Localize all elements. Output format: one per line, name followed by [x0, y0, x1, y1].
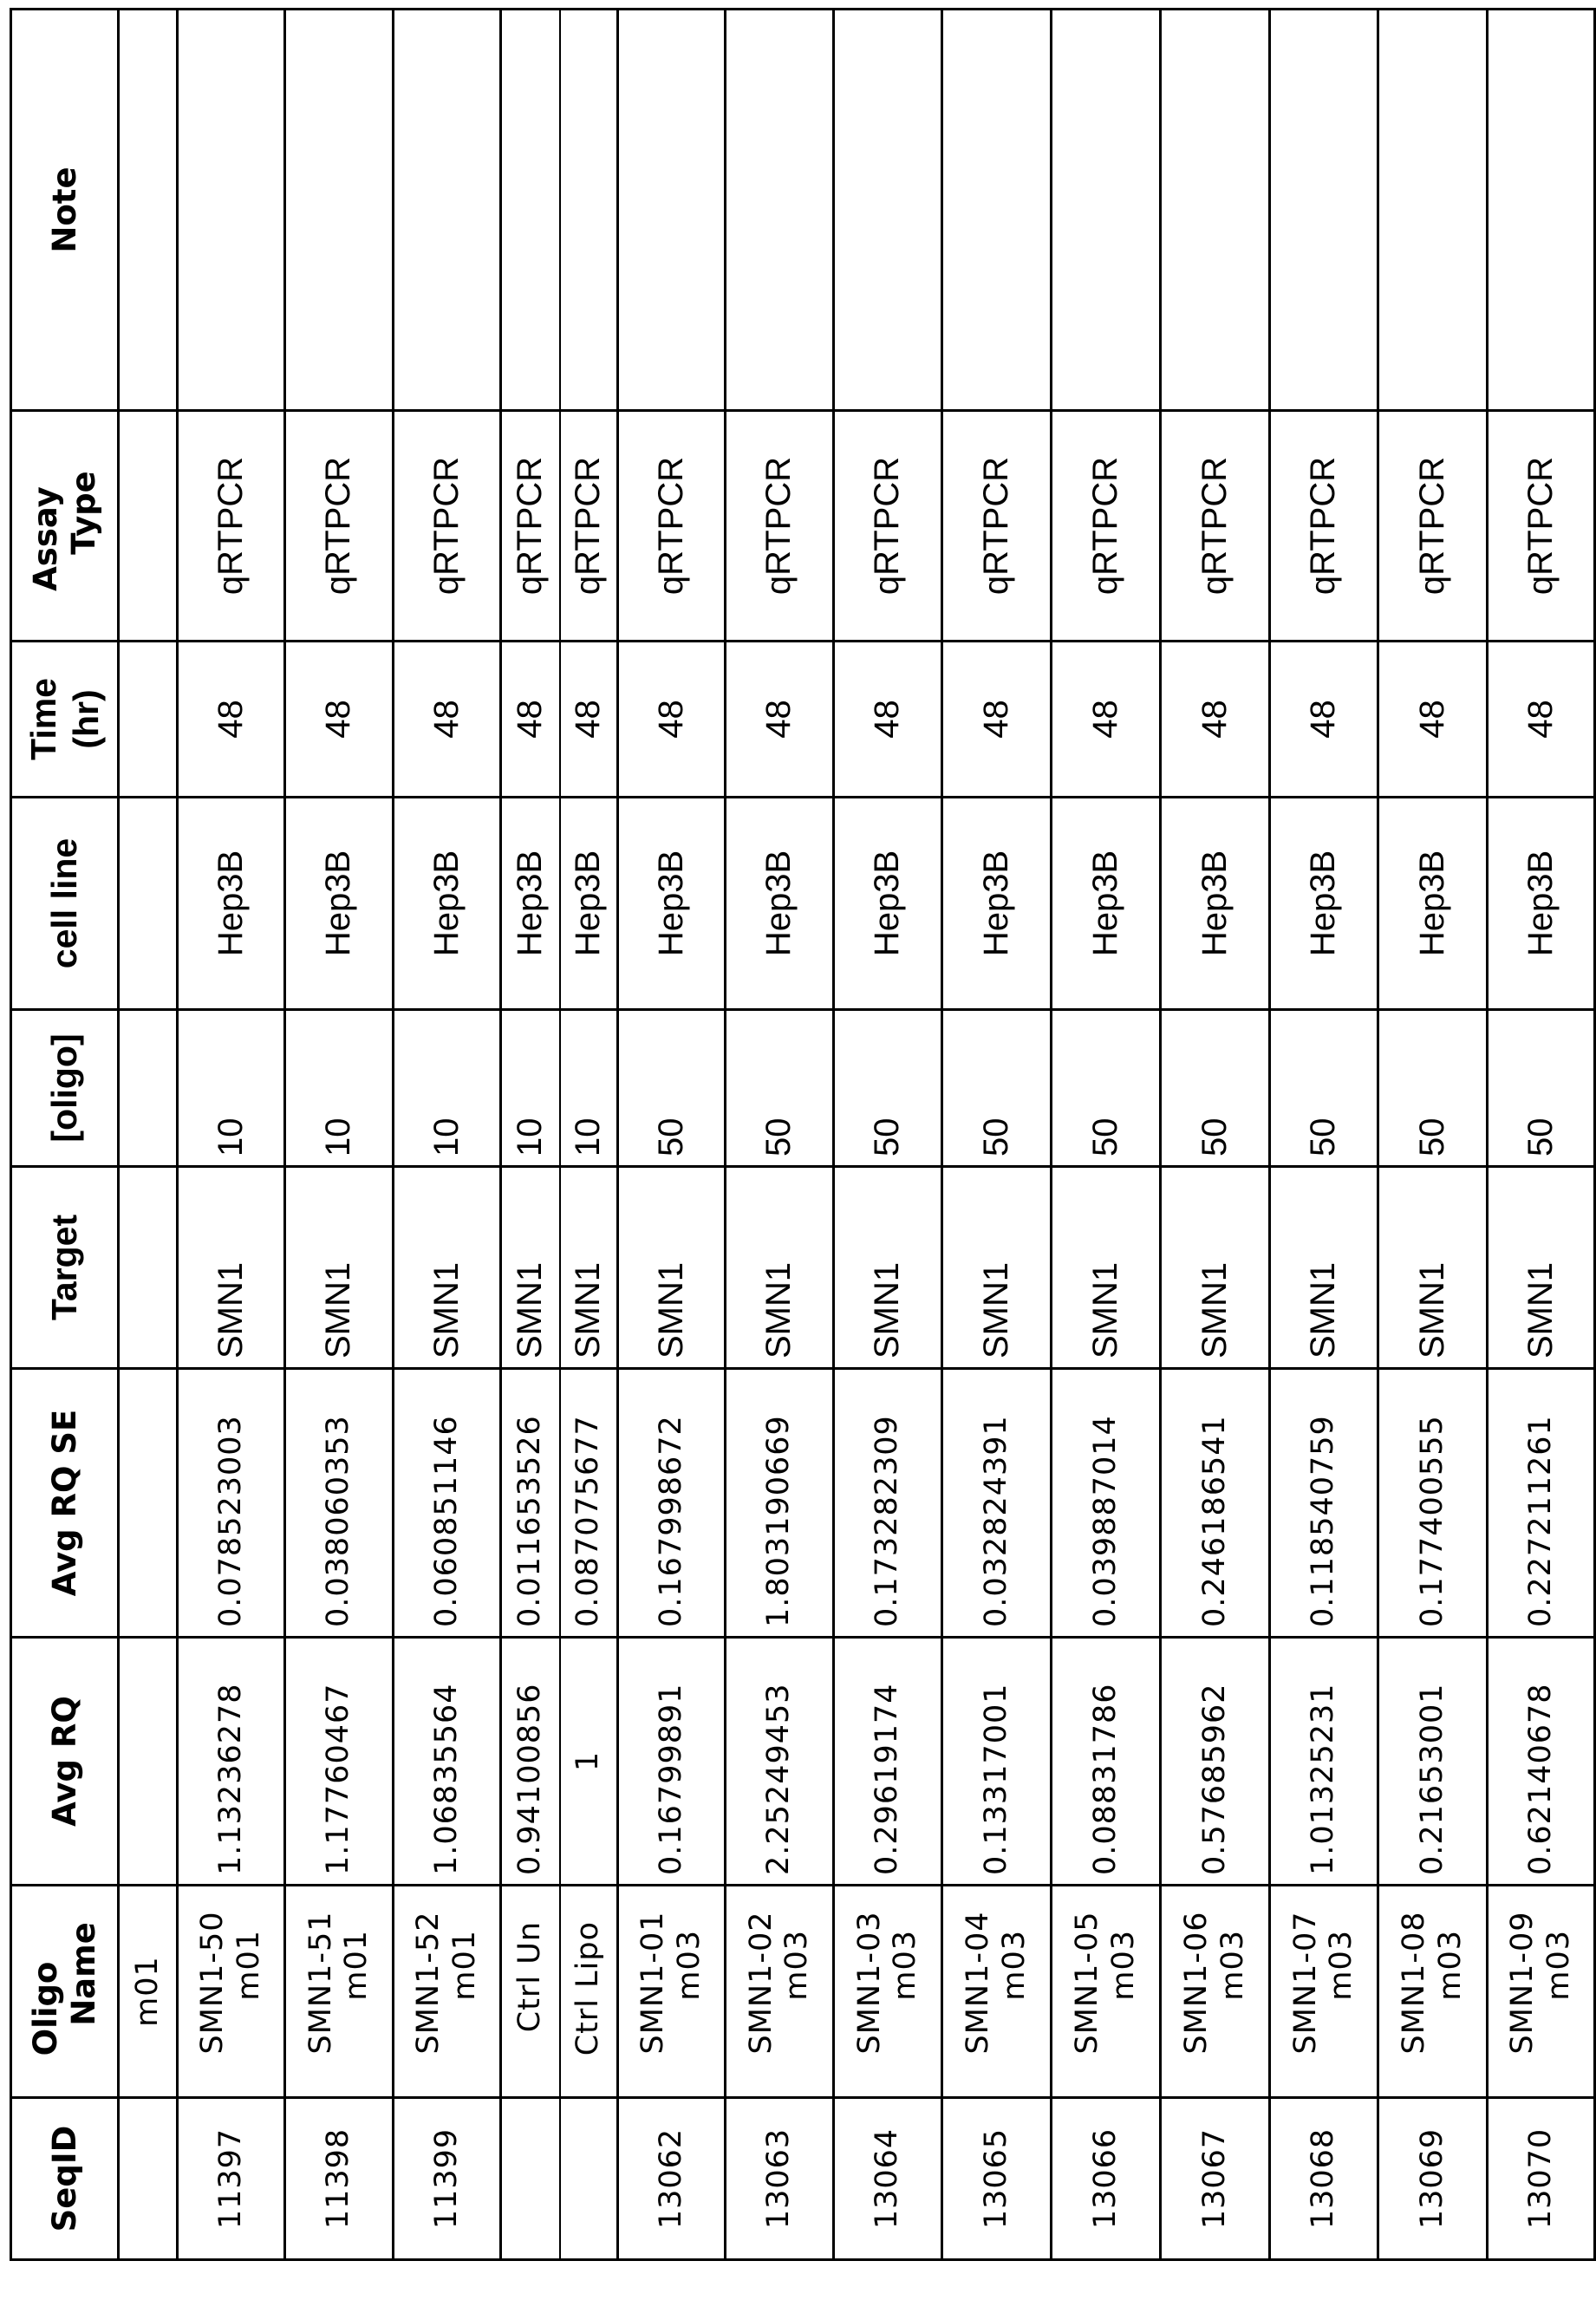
cell-cell-line: Hep3B	[501, 798, 560, 1010]
cell-assay-type: qRTPCR	[1488, 411, 1595, 642]
cell-target: SMN1	[618, 1167, 726, 1369]
cell-seqid: 13068	[1270, 2098, 1378, 2260]
header-oligo-name-line2: Name	[64, 1922, 102, 2026]
oligo-name-line1: SMN1-01	[635, 1911, 671, 2055]
cell-note	[1052, 10, 1161, 411]
header-assay-type-line2: Type	[64, 471, 102, 555]
cell-note	[501, 10, 560, 411]
cell-seqid: 13062	[618, 2098, 726, 2260]
cell-oligo-conc: 50	[942, 1010, 1052, 1167]
cell-seqid: 13063	[726, 2098, 834, 2260]
cell-note	[394, 10, 501, 411]
results-table	[10, 8, 1596, 2261]
table-row	[501, 10, 560, 2260]
cell-avg-rq-se: 0.078523003	[178, 1369, 285, 1638]
oligo-name-line1: SMN1-52	[411, 1911, 446, 2055]
cell-avg-rq-se: 0.227211261	[1488, 1369, 1595, 1638]
cell-assay-type: qRTPCR	[1052, 411, 1161, 642]
oligo-name-line2: m01	[231, 1930, 266, 2001]
cell-assay-type: qRTPCR	[501, 411, 560, 642]
cell-avg-rq-se: 0.087075677	[560, 1369, 618, 1638]
oligo-name-line1: SMN1-02	[743, 1911, 778, 2055]
oligo-name-line1: SMN1-06	[1179, 1911, 1215, 2055]
cell-target: SMN1	[178, 1167, 285, 1369]
cell-cell-line: Hep3B	[1161, 798, 1270, 1010]
cell-avg-rq	[119, 1638, 178, 1886]
cell-target: SMN1	[1052, 1167, 1161, 1369]
table-row	[1270, 10, 1378, 2260]
cell-target: SMN1	[1488, 1167, 1595, 1369]
cell-time: 48	[178, 642, 285, 798]
cell-time: 48	[1270, 642, 1378, 798]
cell-oligo-conc: 10	[178, 1010, 285, 1167]
cell-target: SMN1	[285, 1167, 394, 1369]
header-target: Target	[11, 1167, 119, 1369]
cell-note	[834, 10, 942, 411]
oligo-name-line1: Ctrl Lipo	[570, 1921, 606, 2056]
cell-oligo-name	[1488, 1886, 1595, 2098]
cell-seqid: 13070	[1488, 2098, 1595, 2260]
cell-avg-rq: 1.06835564	[394, 1638, 501, 1886]
cell-avg-rq: 1.01325231	[1270, 1638, 1378, 1886]
cell-note	[1161, 10, 1270, 411]
cell-time: 48	[285, 642, 394, 798]
cell-assay-type: qRTPCR	[285, 411, 394, 642]
cell-assay-type: qRTPCR	[834, 411, 942, 642]
oligo-name-line1: SMN1-09	[1505, 1911, 1541, 2055]
oligo-name-line2: m01	[446, 1930, 482, 2001]
oligo-name-line1: SMN1-03	[851, 1911, 887, 2055]
cell-assay-type: qRTPCR	[618, 411, 726, 642]
cell-cell-line: Hep3B	[178, 798, 285, 1010]
cell-avg-rq: 0.08831786	[1052, 1638, 1161, 1886]
table-row	[1052, 10, 1161, 2260]
cell-assay-type: qRTPCR	[726, 411, 834, 642]
cell-oligo-conc	[119, 1010, 178, 1167]
cell-time: 48	[942, 642, 1052, 798]
cell-oligo-conc: 10	[285, 1010, 394, 1167]
header-cell-line: cell line	[11, 798, 119, 1010]
cell-assay-type: qRTPCR	[942, 411, 1052, 642]
oligo-name-line2: m03	[1541, 1930, 1576, 2001]
cell-avg-rq-se	[119, 1369, 178, 1638]
table-row	[834, 10, 942, 2260]
cell-note	[942, 10, 1052, 411]
table-row	[942, 10, 1052, 2260]
cell-seqid: 13064	[834, 2098, 942, 2260]
header-assay-type-line1: Assay	[26, 486, 64, 591]
cell-seqid: 11398	[285, 2098, 394, 2260]
cell-target: SMN1	[501, 1167, 560, 1369]
cell-oligo-name	[1161, 1886, 1270, 2098]
header-oligo-name	[11, 1886, 119, 2098]
cell-avg-rq-se: 0.039887014	[1052, 1369, 1161, 1638]
cell-oligo-name: m01	[119, 1886, 178, 2098]
cell-avg-rq: 2.25249453	[726, 1638, 834, 1886]
header-time	[11, 642, 119, 798]
cell-oligo-name	[1052, 1886, 1161, 2098]
cell-oligo-name	[834, 1886, 942, 2098]
cell-oligo-conc: 10	[560, 1010, 618, 1167]
cell-oligo-conc: 50	[1161, 1010, 1270, 1167]
oligo-name-line1: SMN1-04	[961, 1911, 996, 2055]
header-assay-type	[11, 411, 119, 642]
cell-note	[560, 10, 618, 411]
cell-avg-rq-se: 0.246186541	[1161, 1369, 1270, 1638]
table-row	[285, 10, 394, 2260]
cell-cell-line: Hep3B	[1052, 798, 1161, 1010]
cell-cell-line: Hep3B	[618, 798, 726, 1010]
cell-avg-rq-se: 0.118540759	[1270, 1369, 1378, 1638]
cell-oligo-name	[178, 1886, 285, 2098]
cell-oligo-name	[942, 1886, 1052, 2098]
cell-oligo-conc: 50	[618, 1010, 726, 1167]
cell-cell-line: Hep3B	[1488, 798, 1595, 1010]
cell-avg-rq: 0.57685962	[1161, 1638, 1270, 1886]
oligo-name-line2: m03	[1105, 1930, 1141, 2001]
rotated-table-container	[10, 10, 1593, 2261]
cell-avg-rq: 0.29619174	[834, 1638, 942, 1886]
cell-seqid: 13069	[1378, 2098, 1488, 2260]
header-note: Note	[11, 10, 119, 411]
cell-note	[1378, 10, 1488, 411]
table-row	[618, 10, 726, 2260]
cell-note	[1270, 10, 1378, 411]
cell-cell-line: Hep3B	[1378, 798, 1488, 1010]
cell-seqid	[119, 2098, 178, 2260]
cell-time: 48	[501, 642, 560, 798]
cell-cell-line: Hep3B	[560, 798, 618, 1010]
cell-time: 48	[834, 642, 942, 798]
cell-time: 48	[394, 642, 501, 798]
cell-target: SMN1	[1270, 1167, 1378, 1369]
cell-assay-type: qRTPCR	[1270, 411, 1378, 642]
cell-cell-line	[119, 798, 178, 1010]
cell-oligo-conc: 50	[1378, 1010, 1488, 1167]
oligo-name-line2: m03	[996, 1930, 1032, 2001]
cell-seqid: 13066	[1052, 2098, 1161, 2260]
cell-avg-rq-se: 0.011653526	[501, 1369, 560, 1638]
cell-time: 48	[618, 642, 726, 798]
cell-avg-rq: 1.13236278	[178, 1638, 285, 1886]
table-row	[1161, 10, 1270, 2260]
cell-oligo-name	[394, 1886, 501, 2098]
table-row	[178, 10, 285, 2260]
table-row	[1378, 10, 1488, 2260]
cell-target: SMN1	[726, 1167, 834, 1369]
continuation-row	[119, 10, 178, 2260]
oligo-name-line2: m01	[339, 1930, 374, 2001]
cell-oligo-conc: 10	[394, 1010, 501, 1167]
cell-note	[618, 10, 726, 411]
cell-time: 48	[726, 642, 834, 798]
cell-avg-rq: 0.94100856	[501, 1638, 560, 1886]
cell-avg-rq-se: 0.038060353	[285, 1369, 394, 1638]
header-time-line2: (hr)	[65, 689, 106, 749]
cell-cell-line: Hep3B	[394, 798, 501, 1010]
cell-target: SMN1	[834, 1167, 942, 1369]
cell-seqid: 11397	[178, 2098, 285, 2260]
header-time-line1: Time	[23, 678, 64, 760]
cell-note	[726, 10, 834, 411]
table-row	[1488, 10, 1595, 2260]
header-oligo-name-line1: Oligo	[26, 1961, 64, 2056]
cell-target: SMN1	[560, 1167, 618, 1369]
cell-time	[119, 642, 178, 798]
cell-oligo-name	[618, 1886, 726, 2098]
cell-seqid: 11399	[394, 2098, 501, 2260]
cell-oligo-conc: 50	[726, 1010, 834, 1167]
table-row	[726, 10, 834, 2260]
cell-avg-rq-se: 1.803190669	[726, 1369, 834, 1638]
header-avg-rq-se: Avg RQ SE	[11, 1369, 119, 1638]
header-oligo-conc: [oligo]	[11, 1010, 119, 1167]
cell-oligo-conc: 50	[1270, 1010, 1378, 1167]
cell-avg-rq: 1	[560, 1638, 618, 1886]
cell-assay-type: qRTPCR	[178, 411, 285, 642]
cell-avg-rq-se: 0.167998672	[618, 1369, 726, 1638]
cell-oligo-conc: 50	[1488, 1010, 1595, 1167]
header-avg-rq: Avg RQ	[11, 1638, 119, 1886]
header-row	[11, 10, 119, 2260]
oligo-name-line2: m03	[779, 1930, 814, 2001]
oligo-name-line1: SMN1-50	[195, 1911, 231, 2055]
cell-oligo-conc: 10	[501, 1010, 560, 1167]
cell-note	[119, 10, 178, 411]
cell-note	[285, 10, 394, 411]
cell-seqid: 13065	[942, 2098, 1052, 2260]
oligo-name-line1: SMN1-05	[1070, 1911, 1105, 2055]
cell-oligo-name	[501, 1886, 560, 2098]
cell-avg-rq-se: 0.032824391	[942, 1369, 1052, 1638]
oligo-name-line2: m03	[1215, 1930, 1250, 2001]
cell-seqid: 13067	[1161, 2098, 1270, 2260]
cell-cell-line: Hep3B	[834, 798, 942, 1010]
table-row	[560, 10, 618, 2260]
oligo-name-line2: m03	[1324, 1930, 1358, 2001]
cell-note	[178, 10, 285, 411]
cell-oligo-name	[285, 1886, 394, 2098]
cell-target: SMN1	[942, 1167, 1052, 1369]
cell-oligo-conc: 50	[1052, 1010, 1161, 1167]
cell-time: 48	[1378, 642, 1488, 798]
oligo-name-line2: m03	[1432, 1930, 1468, 2001]
cell-avg-rq: 0.21653001	[1378, 1638, 1488, 1886]
cell-assay-type: qRTPCR	[1378, 411, 1488, 642]
cell-cell-line: Hep3B	[726, 798, 834, 1010]
cell-oligo-name	[726, 1886, 834, 2098]
cell-avg-rq: 1.17760467	[285, 1638, 394, 1886]
cell-seqid	[501, 2098, 560, 2260]
cell-avg-rq-se: 0.177400555	[1378, 1369, 1488, 1638]
cell-oligo-name	[560, 1886, 618, 2098]
cell-assay-type	[119, 411, 178, 642]
cell-target: SMN1	[1161, 1167, 1270, 1369]
cell-time: 48	[1488, 642, 1595, 798]
oligo-name-line1: SMN1-08	[1397, 1911, 1432, 2055]
cell-cell-line: Hep3B	[942, 798, 1052, 1010]
cell-time: 48	[1052, 642, 1161, 798]
table-row	[394, 10, 501, 2260]
cell-avg-rq: 0.13317001	[942, 1638, 1052, 1886]
oligo-name-line1: Ctrl Un	[512, 1921, 548, 2033]
oligo-name-line1: SMN1-07	[1287, 1911, 1323, 2055]
oligo-name-line2: m03	[671, 1930, 707, 2001]
cell-target: SMN1	[394, 1167, 501, 1369]
cell-avg-rq-se: 0.060851146	[394, 1369, 501, 1638]
cell-oligo-name	[1378, 1886, 1488, 2098]
cell-assay-type: qRTPCR	[1161, 411, 1270, 642]
cell-cell-line: Hep3B	[1270, 798, 1378, 1010]
cell-oligo-name	[1270, 1886, 1378, 2098]
oligo-name-line2: m03	[888, 1930, 922, 2001]
cell-time: 48	[560, 642, 618, 798]
cell-cell-line: Hep3B	[285, 798, 394, 1010]
cell-time: 48	[1161, 642, 1270, 798]
header-seqid: SeqID	[11, 2098, 119, 2260]
cell-oligo-conc: 50	[834, 1010, 942, 1167]
cell-avg-rq: 0.62140678	[1488, 1638, 1595, 1886]
cell-note	[1488, 10, 1595, 411]
cell-seqid	[560, 2098, 618, 2260]
oligo-name-line1: SMN1-51	[303, 1911, 338, 2055]
cell-target	[119, 1167, 178, 1369]
cell-assay-type: qRTPCR	[560, 411, 618, 642]
cell-target: SMN1	[1378, 1167, 1488, 1369]
cell-avg-rq: 0.16799891	[618, 1638, 726, 1886]
cell-assay-type: qRTPCR	[394, 411, 501, 642]
cell-avg-rq-se: 0.173282309	[834, 1369, 942, 1638]
